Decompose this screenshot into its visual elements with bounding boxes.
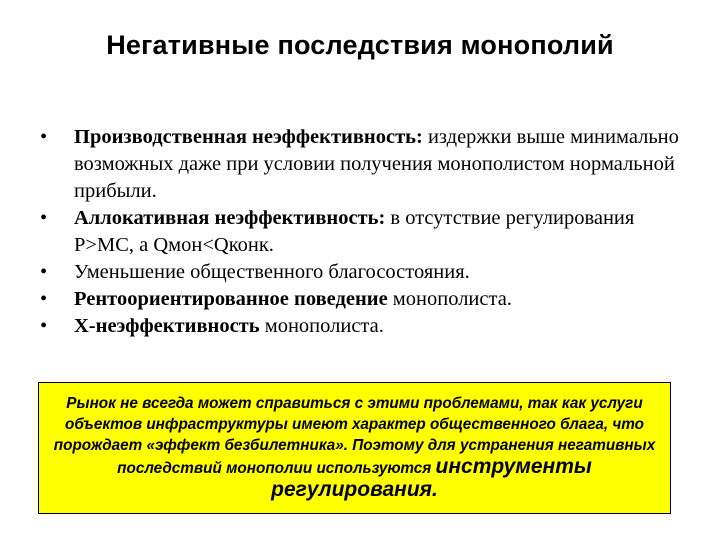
bullet-dot-icon: • <box>40 207 48 229</box>
bullet-item <box>40 124 680 205</box>
note-text: Рынок не всегда может справиться с этими проблемами, так как услуги объектов инфраструктуры имеют характер общественного блага, что порождает «эффект безбилетника». Поэтому для устранения негативных последствий монополии используются <box>53 395 656 477</box>
bullet-list <box>40 124 680 340</box>
bullet-dot-icon: • <box>40 126 48 148</box>
bullet-dot-icon: • <box>40 261 48 283</box>
bullet-bold-text: Рентоориентированное поведение <box>74 288 388 310</box>
bullet-text: монополиста. <box>259 315 384 337</box>
bullet-text: монополиста. <box>387 288 512 310</box>
note-emphasis: инструменты регулирования <box>271 455 592 501</box>
bullet-text: в отсутствие регулирования Р>МС, а Qмон<Qконк. <box>74 207 635 256</box>
note-end: . <box>432 478 438 501</box>
slide-title: Негативные последствия монополий <box>106 30 614 60</box>
bullet-item <box>40 313 680 340</box>
bullet-item <box>40 205 680 259</box>
bullet-text: Уменьшение общественного благосостояния. <box>74 261 470 283</box>
bullet-dot-icon: • <box>40 315 48 337</box>
bullet-bold-text: Аллокативная неэффективность: <box>74 207 386 229</box>
bullet-item <box>40 259 680 286</box>
bullet-item <box>40 286 680 313</box>
bullet-text: издержки выше минимально возможных даже при условии получения монополистом нормальной прибыли. <box>74 126 679 202</box>
note-box <box>38 382 671 514</box>
bullet-bold-text: Х-неэффективность <box>74 315 260 337</box>
bullet-dot-icon: • <box>40 288 48 310</box>
bullet-bold-text: Производственная неэффективность: <box>74 126 423 148</box>
